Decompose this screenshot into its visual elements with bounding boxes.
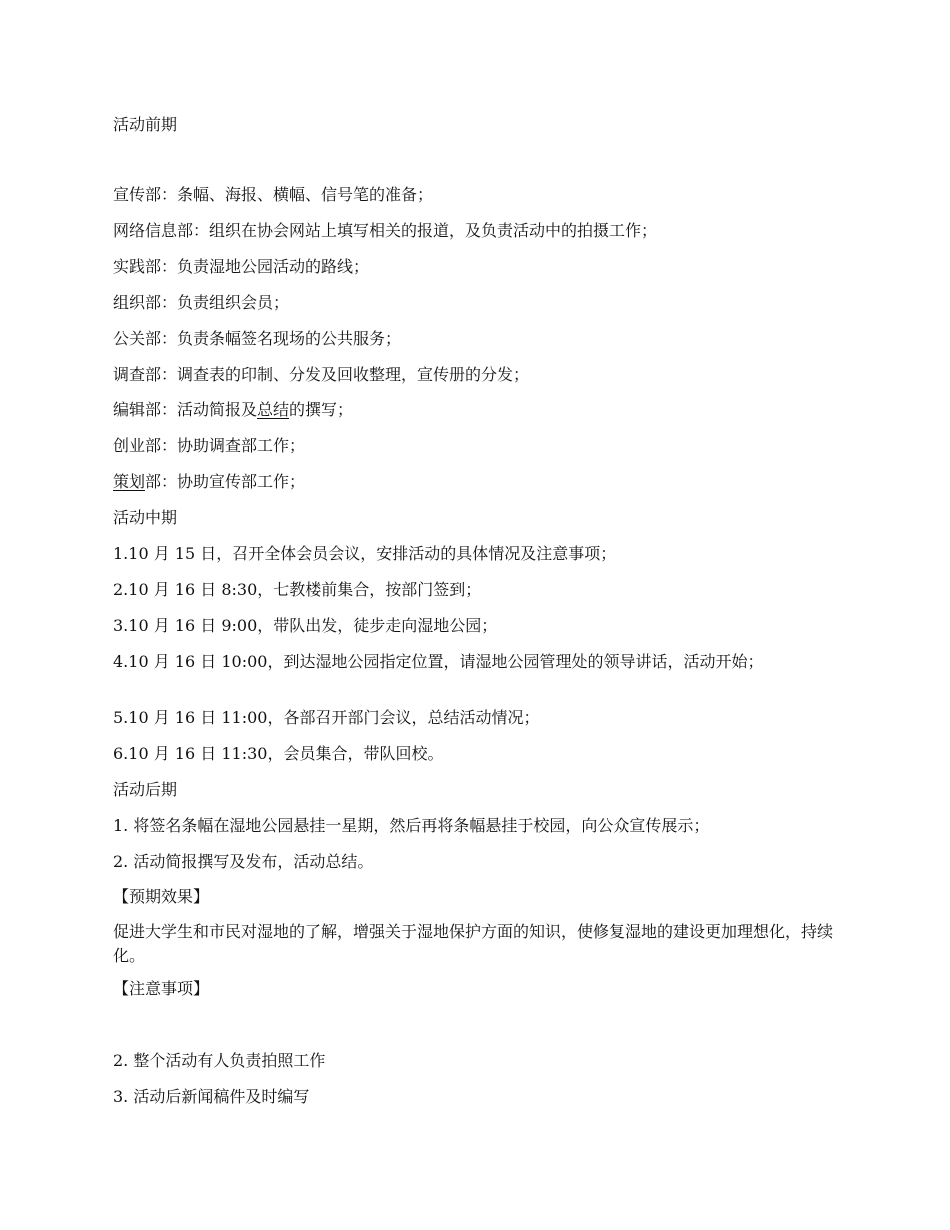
schedule-item-4: 4.10 月 16 日 10:00，到达湿地公园指定位置，请湿地公园管理处的领导讲话，活动开始；	[113, 652, 764, 671]
planning-link[interactable]: 策划	[113, 472, 146, 491]
editorial-prefix: 编辑部：活动简报及	[113, 400, 258, 419]
note-item-2: 2. 整个活动有人负责拍照工作	[113, 1051, 326, 1070]
paragraph-expected-effect: 促进大学生和市民对湿地的了解，增强关于湿地保护方面的知识，使修复湿地的建设更加理想化，持续化。	[113, 922, 834, 965]
schedule-item-6: 6.10 月 16 日 11:30，会员集合，带队回校。	[113, 744, 444, 763]
heading-mid-event: 活动中期	[113, 508, 178, 527]
post-item-2: 2. 活动简报撰写及发布，活动总结。	[113, 852, 374, 871]
planning-suffix: 部：协助宣传部工作；	[145, 472, 306, 491]
editorial-suffix: 的撰写；	[289, 400, 354, 419]
note-item-3: 3. 活动后新闻稿件及时编写	[113, 1087, 310, 1106]
paragraph-publicity: 宣传部：条幅、海报、横幅、信号笔的准备；	[113, 185, 434, 204]
schedule-item-5: 5.10 月 16 日 11:00，各部召开部门会议，总结活动情况；	[113, 708, 540, 727]
heading-expected-effect: 【预期效果】	[113, 887, 210, 906]
editorial-link-summary[interactable]: 总结	[257, 400, 290, 419]
paragraph-practice: 实践部：负责湿地公园活动的路线；	[113, 257, 370, 276]
paragraph-editorial	[113, 398, 850, 422]
post-item-1: 1. 将签名条幅在湿地公园悬挂一星期，然后再将条幅悬挂于校园，向公众宣传展示；	[113, 816, 710, 835]
paragraph-organization: 组织部：负责组织会员；	[113, 293, 290, 312]
schedule-item-1: 1.10 月 15 日，召开全体会员会议，安排活动的具体情况及注意事项；	[113, 544, 617, 563]
paragraph-planning	[113, 470, 850, 494]
schedule-item-2: 2.10 月 16 日 8:30，七教楼前集合，按部门签到；	[113, 580, 482, 599]
paragraph-network-info: 网络信息部：组织在协会网站上填写相关的报道，及负责活动中的拍摄工作；	[113, 221, 658, 240]
paragraph-survey: 调查部：调查表的印制、分发及回收整理，宣传册的分发；	[113, 365, 530, 384]
heading-post-event: 活动后期	[113, 780, 178, 799]
paragraph-venture: 创业部：协助调查部工作；	[113, 436, 306, 455]
heading-notes: 【注意事项】	[113, 979, 210, 998]
paragraph-public-relations: 公关部：负责条幅签名现场的公共服务；	[113, 329, 402, 348]
schedule-item-3: 3.10 月 16 日 9:00，带队出发，徒步走向湿地公园；	[113, 616, 498, 635]
heading-pre-event: 活动前期	[113, 115, 178, 134]
